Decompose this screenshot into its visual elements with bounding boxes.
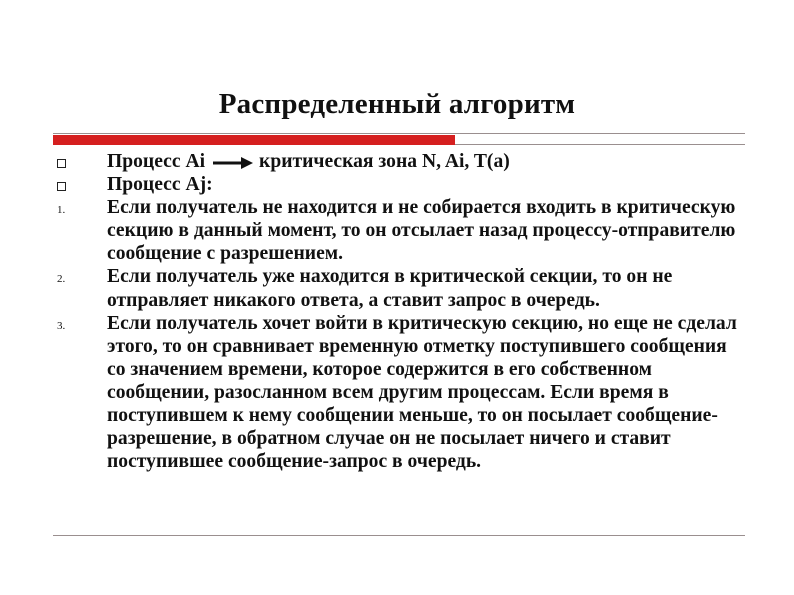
list-item [0, 150, 794, 173]
title-divider-line [53, 133, 745, 134]
list-item [0, 196, 794, 265]
item-text-suffix: критическая зона N, Ai, T(a) [259, 151, 510, 172]
item-number: 3. [57, 319, 66, 332]
list-item [0, 265, 794, 311]
item-number: 2. [57, 273, 66, 286]
square-bullet-icon [57, 159, 66, 168]
title-accent-bar [53, 135, 455, 145]
item-number: 1. [57, 204, 66, 217]
title-divider-line-lower [455, 144, 745, 145]
footer-divider-line [53, 535, 745, 536]
item-text: Процесс Aj: [107, 174, 213, 196]
list-item [0, 173, 794, 196]
item-text: Если получатель хочет войти в критическую секцию, но еще не сделал этого, то он сравнивает временную отметку поступившего сообщения со значением времени, которое содержится в его собственном сообщении, разосланном всем другим процессам. Если время в поступившем к нему сообщении меньше, то он посылает сообщение-разрешение, в обратном случае он не посылает ничего и ставит поступившее сообщение-запрос в очередь. [107, 312, 737, 473]
item-text: Если получатель уже находится в критической секции, то он не отправляет никакого ответа, а ставит запрос в очередь. [107, 266, 673, 311]
square-bullet-icon [57, 182, 66, 191]
slide-title: Распределенный алгоритм [218, 88, 576, 120]
list-item [0, 312, 794, 474]
arrow-right-icon [213, 157, 253, 169]
bullet-list [0, 150, 794, 473]
item-text-prefix: Процесс Ai [107, 151, 206, 172]
item-text: Если получатель не находится и не собирается входить в критическую секцию в данный момент, то он отсылает назад процессу-отправителю сообщение с разрешением. [107, 197, 736, 265]
